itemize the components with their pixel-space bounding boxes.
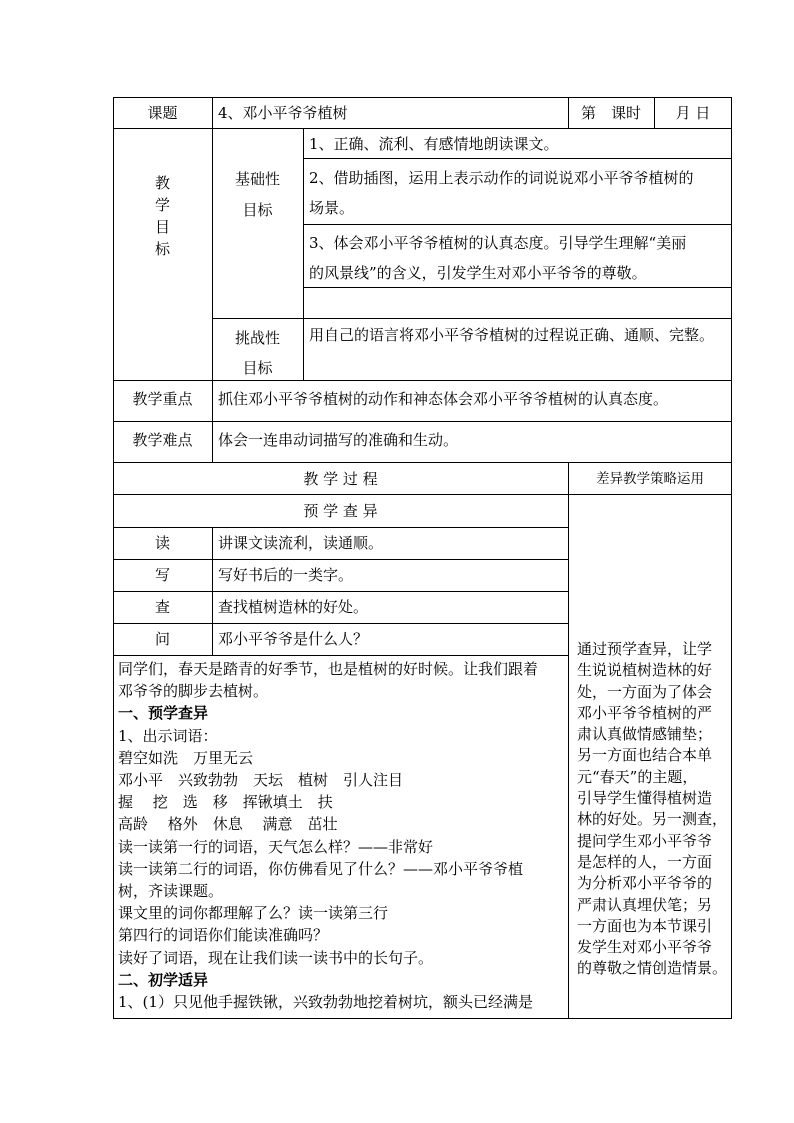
body-line: 1、(1）只见他手握铁锹，兴致勃勃地挖着树坑，额头已经满是 xyxy=(118,993,533,1012)
rule xyxy=(113,591,569,592)
basic-goal-item: 3、体会邓小平爷爷植树的认真态度。引导学生理解“美丽 的风景线”的含义，引发学生对邓小平爷爷的尊敬。 xyxy=(309,234,687,282)
body-line: 读好了词语，现在让我们读一读书中的长句子。 xyxy=(118,948,434,967)
rule xyxy=(568,462,569,1019)
body-line: 读一读第二行的词语，你仿佛看见了什么？——邓小平爷爷植 xyxy=(118,859,524,878)
rule xyxy=(212,97,213,462)
difficulty-text: 体会一连串动词描写的准确和生动。 xyxy=(218,431,459,449)
rule xyxy=(113,421,732,422)
body-line: 1、出示词语： xyxy=(118,726,218,745)
date-label: 月 日 xyxy=(675,104,711,122)
rule xyxy=(113,380,732,381)
process-body xyxy=(118,658,564,1013)
body-line: 树，齐读课题。 xyxy=(118,882,224,901)
body-line: 课文里的词你都理解了么？读一读第三行 xyxy=(118,904,389,923)
section-heading: 二、初学适异 xyxy=(118,970,209,989)
basic-goal-item: 1、正确、流利、有感情地朗读课文。 xyxy=(309,135,559,153)
body-line: 碧空如洗 万里无云 xyxy=(118,748,254,767)
section-heading: 一、预学查异 xyxy=(118,704,209,723)
preview-row-text: 写好书后的一类字。 xyxy=(218,566,354,584)
rule xyxy=(212,527,213,655)
challenge-goal-text: 用自己的语言将邓小平爷爷植树的过程说正确、通顺、完整。 xyxy=(309,326,715,344)
preview-row-text: 讲课文读流利，读通顺。 xyxy=(218,534,384,552)
lesson-title: 4、邓小平爷爷植树 xyxy=(218,104,348,122)
rule xyxy=(303,158,732,159)
rule xyxy=(113,623,569,624)
rule xyxy=(212,318,732,319)
rule xyxy=(113,559,569,560)
body-line: 第四行的词语你们能读准确吗？ xyxy=(118,926,329,945)
preview-row-text: 邓小平爷爷是什么人？ xyxy=(218,630,369,648)
rule xyxy=(113,527,569,528)
body-line: 高龄 格外 休息 满意 茁壮 xyxy=(118,815,338,834)
preview-row-label: 问 xyxy=(154,630,170,648)
body-line: 邓小平 兴致勃勃 天坛 植树 引人注目 xyxy=(118,771,404,790)
body-line: 握 挖 选 移 挥锹填土 扶 xyxy=(118,793,333,812)
preview-row-label: 查 xyxy=(154,598,170,616)
key-point-text: 抓住邓小平爷爷植树的动作和神态体会邓小平爷爷植树的认真态度。 xyxy=(218,390,669,408)
preview-header: 预 学 查 异 xyxy=(303,502,378,520)
difficulty-label: 教学难点 xyxy=(132,431,193,449)
rule xyxy=(113,128,732,129)
rule xyxy=(113,655,569,656)
body-line: 读一读第一行的词语，天气怎么样？——非常好 xyxy=(118,837,434,856)
period-label: 第 课时 xyxy=(580,104,641,122)
lesson-label: 课题 xyxy=(147,104,178,122)
body-line: 邓爷爷的脚步去植树。 xyxy=(118,682,269,701)
process-header: 教 学 过 程 xyxy=(303,470,378,488)
basic-goal-item: 2、借助插图，运用上表示动作的词说说邓小平爷爷植树的 场景。 xyxy=(309,169,694,217)
rule xyxy=(303,224,732,225)
basic-goal-label: 基础性 目标 xyxy=(234,170,280,219)
rule xyxy=(303,128,304,380)
rule xyxy=(113,494,732,495)
preview-row-text: 查找植树造林的好处。 xyxy=(218,598,369,616)
challenge-goal-label: 挑战性 目标 xyxy=(234,329,280,377)
goals-section-label: 教 学 目 标 xyxy=(154,174,170,258)
body-line: 同学们，春天是踏青的好季节，也是植树的好时候。让我们跟着 xyxy=(118,660,539,678)
preview-row-label: 写 xyxy=(154,566,170,584)
strategy-header: 差异教学策略运用 xyxy=(596,471,704,487)
rule xyxy=(113,462,732,463)
preview-row-label: 读 xyxy=(154,534,170,552)
strategy-text: 通过预学查异，让学 生说说植树造林的好 处，一方面为了体会 邓小平爷爷植树的严 肃认真做情感铺垫； 另一方面也结合本单 元“春天”的主题， 引导学生懂得植树造 林的好处。另一测查， 提问学生邓小平爷爷 是怎样的人，一方面 为分析邓小平爷爷的 严肃认真埋伏笔；另 一方面也为本节课引 发学生对邓小平爷爷 的尊敬之情创造情景。 xyxy=(577,640,728,978)
key-point-label: 教学重点 xyxy=(132,390,193,408)
